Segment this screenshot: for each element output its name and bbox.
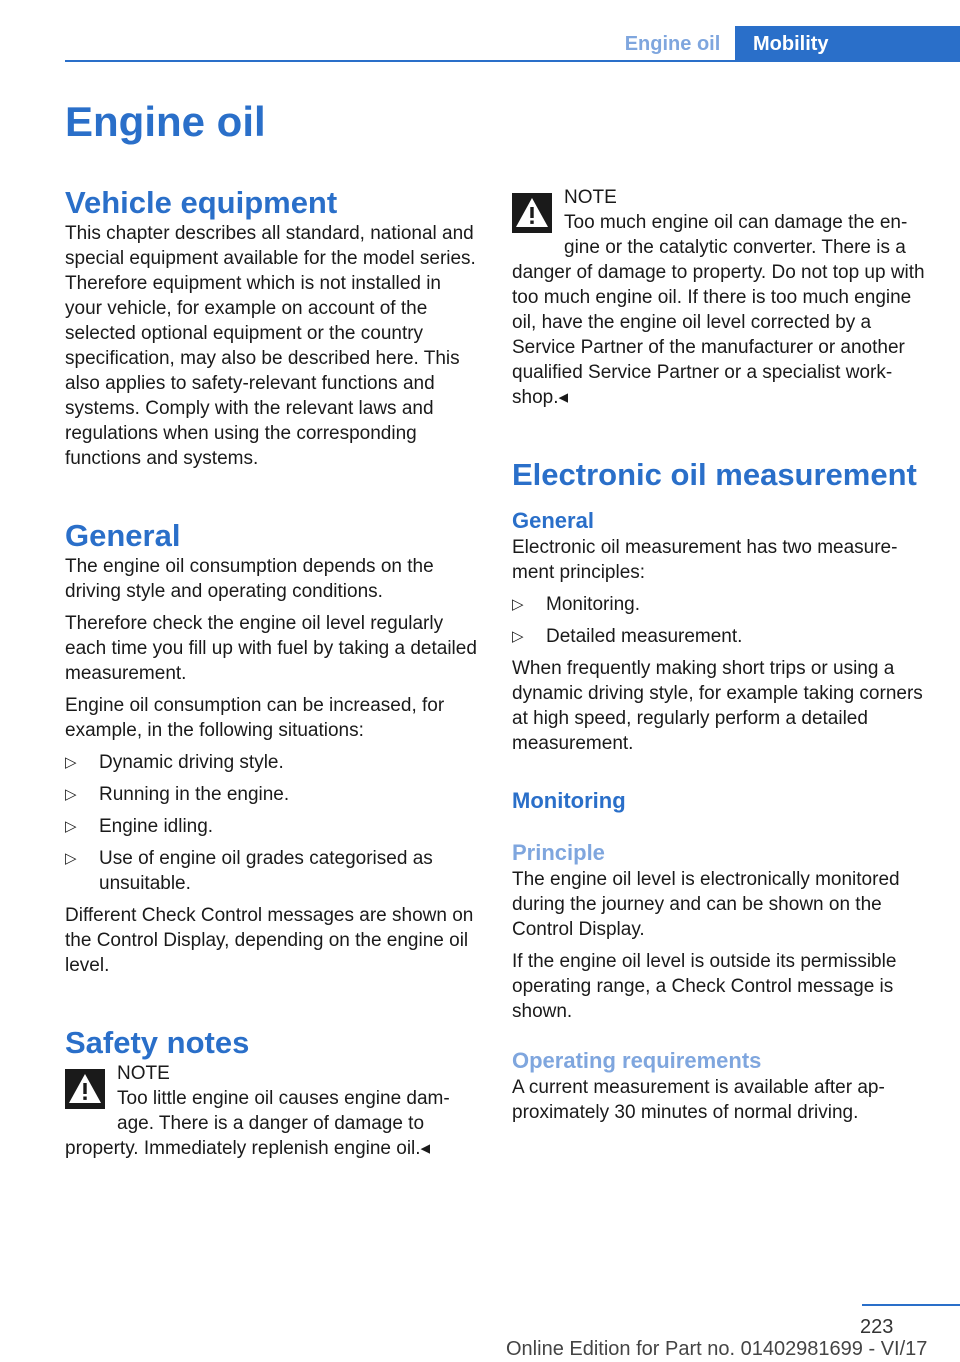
list-item: ▷ Running in the engine. bbox=[65, 784, 290, 805]
general-p2: Therefore check the engine oil level regularly each time you fill up with fuel by taking a detailed measurement. bbox=[65, 613, 477, 684]
triangle-right-icon: ▷ bbox=[65, 786, 77, 803]
header-tab-engine-oil[interactable]: Engine oil bbox=[624, 33, 721, 55]
general-list bbox=[65, 750, 480, 896]
heading-eom-general: General bbox=[512, 508, 594, 533]
triangle-right-icon: ▷ bbox=[65, 850, 77, 867]
operating-requirements-text: A current measurement is available after approximately 30 minutes of normal driving. bbox=[512, 1077, 885, 1123]
header-tab-mobility[interactable]: Mobility bbox=[735, 26, 960, 62]
heading-general: General bbox=[65, 518, 181, 553]
heading-safety-notes: Safety notes bbox=[65, 1025, 250, 1060]
oil-overfill-note bbox=[512, 185, 932, 410]
header-divider bbox=[65, 60, 960, 62]
note-text: Too little engine oil causes engine damage. There is a danger of damage to property. Immediately replenish engine oil.◂ bbox=[65, 1088, 450, 1159]
list-item: ▷ Engine idling. bbox=[65, 816, 214, 837]
vehicle-equipment-text: This chapter describes all standard, national and special equipment available for the model series. Therefore equipment which is not installed in your vehicle, for example on account of the selected optional equipment or the country specification, may also be described here. This also applies to safety-relevant functions and systems. Comply with the relevant laws and regulations when using the corresponding functions and systems. bbox=[65, 223, 476, 469]
footer-divider bbox=[862, 1304, 960, 1306]
safety-note bbox=[65, 1061, 480, 1161]
note-text: Too much engine oil can damage the engine or the catalytic converter. There is a danger of damage to property. Do not top up with too much engine oil. If there is too much engine oil, have the engine oil level corrected by a Service Partner of the manufacturer or another qualified Service Partner or a specialist workshop.◂ bbox=[512, 212, 925, 408]
right-column bbox=[512, 185, 932, 1132]
triangle-right-icon: ▷ bbox=[65, 818, 77, 835]
page-title: Engine oil bbox=[65, 98, 266, 145]
principle-p2: If the engine oil level is outside its permissible operating range, a Check Control message is shown. bbox=[512, 951, 897, 1022]
heading-principle: Principle bbox=[512, 840, 605, 865]
warning-triangle-icon bbox=[512, 193, 552, 233]
heading-electronic-oil-measurement: Electronic oil measurement bbox=[512, 457, 917, 492]
list-item: ▷ Dynamic driving style. bbox=[65, 752, 284, 773]
general-p3: Engine oil consumption can be increased, for example, in the following situations: bbox=[65, 695, 445, 741]
page-number: 223 bbox=[860, 1316, 894, 1338]
triangle-right-icon: ▷ bbox=[512, 628, 524, 645]
left-column bbox=[65, 185, 480, 1168]
heading-monitoring: Monitoring bbox=[512, 788, 626, 813]
warning-triangle-icon bbox=[65, 1069, 105, 1109]
triangle-right-icon: ▷ bbox=[65, 754, 77, 771]
heading-operating-requirements: Operating requirements bbox=[512, 1048, 762, 1073]
principle-p1: The engine oil level is electronically monitored during the journey and can be shown on the Control Display. bbox=[512, 869, 900, 940]
eom-list bbox=[512, 592, 932, 649]
note-label: NOTE bbox=[564, 187, 617, 208]
list-item: ▷ Monitoring. bbox=[512, 594, 640, 615]
general-p1: The engine oil consumption depends on the driving style and operating conditions. bbox=[65, 556, 434, 602]
eom-short-trips-text: When frequently making short trips or using a dynamic driving style, for example taking corners at high speed, regularly perform a detailed measurement. bbox=[512, 658, 923, 754]
eom-general-text: Electronic oil measurement has two measurement principles: bbox=[512, 537, 898, 583]
list-item: ▷ Use of engine oil grades categorised as unsuitable. bbox=[65, 848, 433, 894]
triangle-right-icon: ▷ bbox=[512, 596, 524, 613]
note-label: NOTE bbox=[117, 1063, 170, 1084]
heading-vehicle-equipment: Vehicle equipment bbox=[65, 185, 338, 220]
footer-edition: Online Edition for Part no. 01402981699 - VI/17 bbox=[506, 1338, 928, 1360]
general-p4: Different Check Control messages are shown on the Control Display, depending on the engine oil level. bbox=[65, 905, 474, 976]
list-item: ▷ Detailed measurement. bbox=[512, 626, 743, 647]
